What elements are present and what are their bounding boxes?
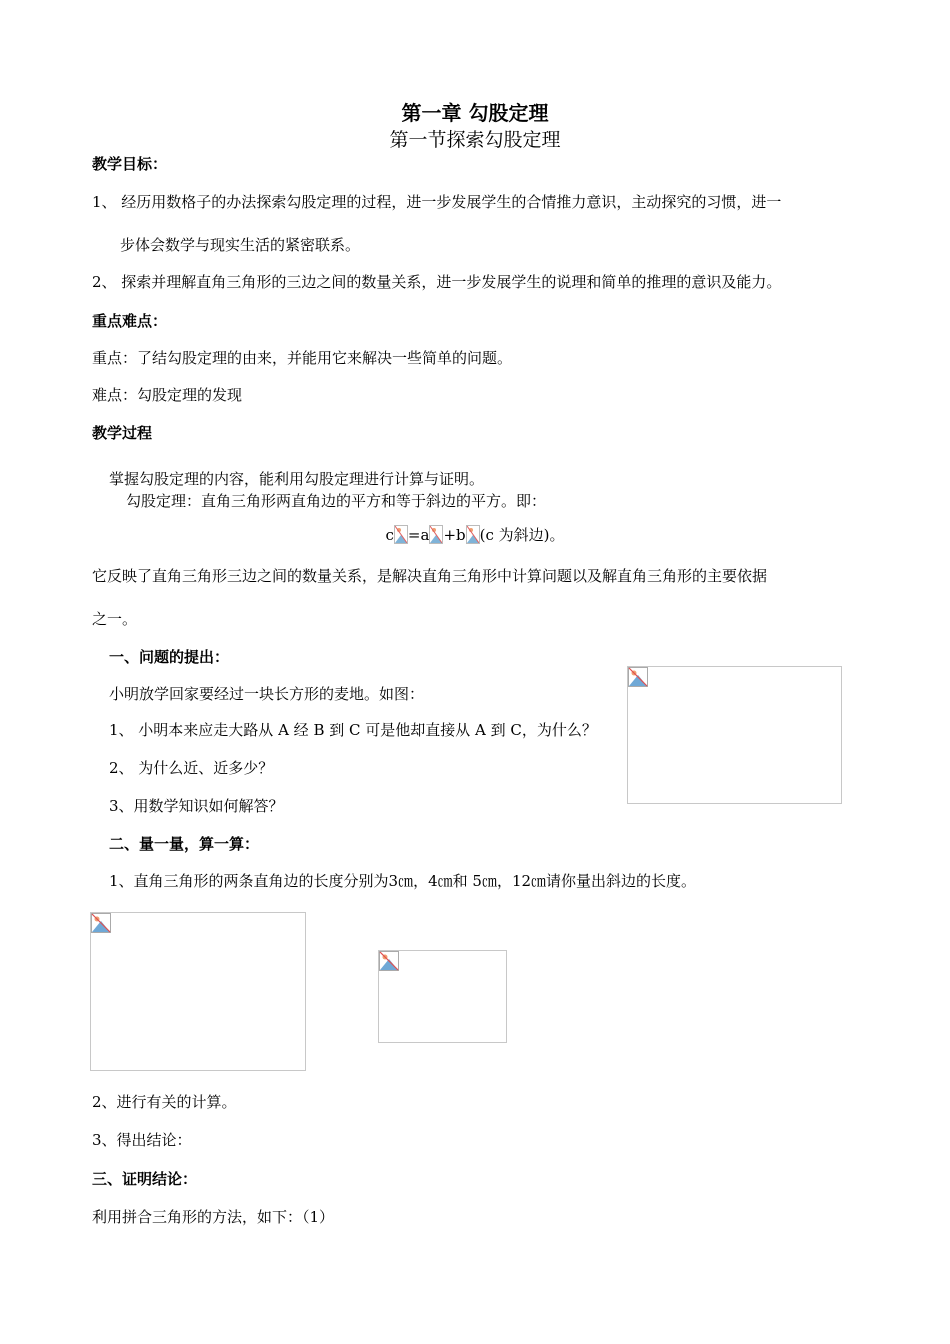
broken-image-icon <box>91 913 111 933</box>
part2-heading: 二、量一量，算一算： <box>109 835 260 853</box>
objective-2: 2、 探索并理解直角三角形的三边之间的数量关系，进一步发展学生的说理和简单的推理的意识及能力。 <box>92 273 782 291</box>
reflect-line2: 之一。 <box>92 610 138 628</box>
broken-image-icon <box>466 525 480 544</box>
formula-eq-a: =a <box>407 526 430 544</box>
broken-image-icon <box>379 951 399 971</box>
reflect-line1: 它反映了直角三角形三边之间的数量关系，是解决直角三角形中计算问题以及解直角三角形的主要依据 <box>92 567 768 585</box>
part1-question-1: 1、 小明本来应走大路从 A 经 B 到 C 可是他却直接从 A 到 C，为什么？ <box>109 721 597 739</box>
part2-question-1: 1、直角三角形的两条直角边的长度分别为3㎝，4㎝和 5㎝，12㎝请你量出斜边的长度。 <box>109 872 697 890</box>
objective-1-line1: 1、 经历用数格子的办法探索勾股定理的过程，进一步发展学生的合情推力意识，主动探究的习惯，进一 <box>92 193 782 211</box>
part3-text: 利用拼合三角形的方法，如下：（1） <box>92 1208 335 1226</box>
formula-plus-b: +b <box>443 526 466 544</box>
section-title: 第一节探索勾股定理 <box>389 129 561 151</box>
broken-image-icon <box>628 667 648 687</box>
wheat-field-figure <box>627 666 842 804</box>
key-point: 重点：了结勾股定理的由来，并能用它来解决一些简单的问题。 <box>92 349 513 367</box>
formula-c: c <box>385 526 394 544</box>
part2-question-3: 3、得出结论： <box>92 1131 192 1149</box>
part3-heading: 三、证明结论： <box>92 1170 198 1188</box>
triangle-figure-2 <box>378 950 507 1043</box>
formula-note: (c 为斜边)。 <box>479 526 565 544</box>
chapter-title: 第一章 勾股定理 <box>401 101 549 125</box>
key-points-heading: 重点难点： <box>92 312 168 330</box>
part1-text: 小明放学回家要经过一块长方形的麦地。如图： <box>109 685 425 703</box>
part1-question-3: 3、用数学知识如何解答？ <box>109 797 284 815</box>
objectives-heading: 教学目标： <box>92 155 168 173</box>
part2-question-2: 2、进行有关的计算。 <box>92 1093 237 1111</box>
intro-line-2: 勾股定理：直角三角形两直角边的平方和等于斜边的平方。即： <box>126 492 547 510</box>
triangle-figure-1 <box>90 912 306 1071</box>
part1-heading: 一、问题的提出： <box>109 648 230 666</box>
pythagorean-formula <box>0 525 950 545</box>
broken-image-icon <box>429 525 443 544</box>
broken-image-icon <box>394 525 408 544</box>
objective-1-line2: 步体会数学与现实生活的紧密联系。 <box>120 236 361 254</box>
intro-line-1: 掌握勾股定理的内容，能利用勾股定理进行计算与证明。 <box>109 470 485 488</box>
difficult-point: 难点：勾股定理的发现 <box>92 386 243 404</box>
process-heading: 教学过程 <box>92 424 153 442</box>
part1-question-2: 2、 为什么近、近多少？ <box>109 759 274 777</box>
